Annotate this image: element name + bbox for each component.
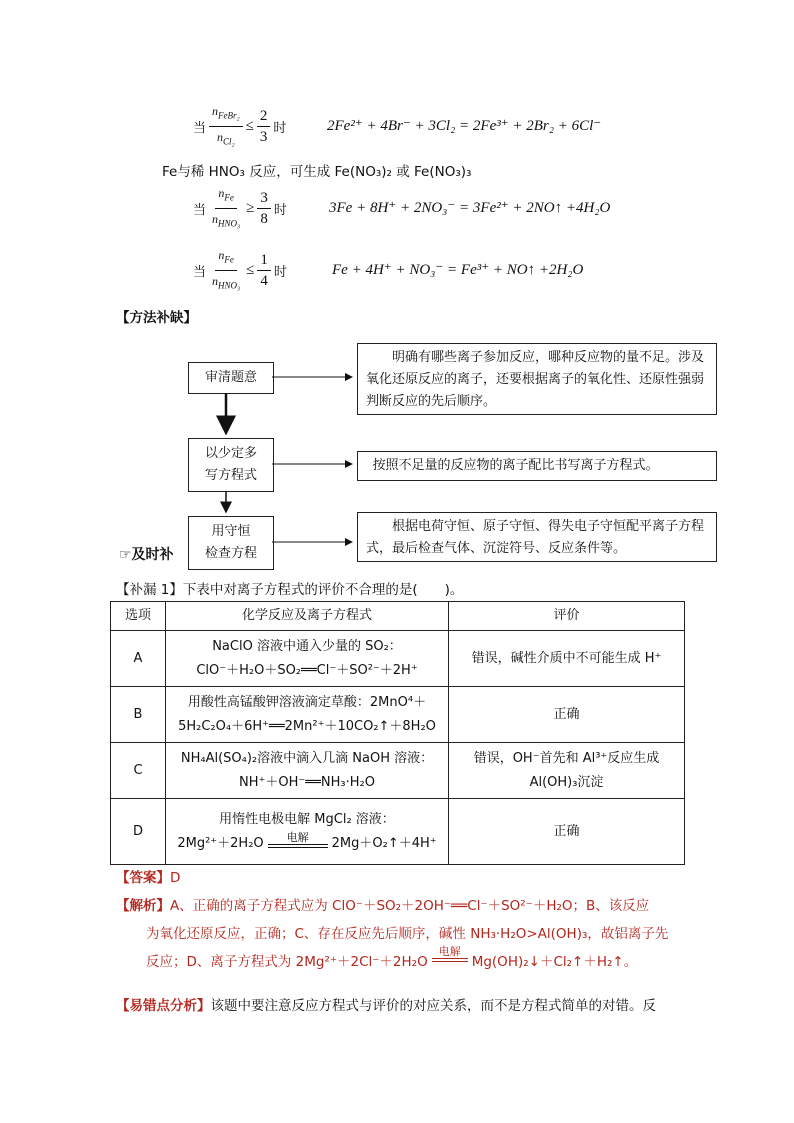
time-suffix: 时 xyxy=(273,120,287,136)
table-row: A NaClO 溶液中通入少量的 SO₂： ClO⁻＋H₂O＋SO₂══Cl⁻＋SO²⁻＋2H⁺ 错误，碱性介质中不可能生成 H⁺ xyxy=(111,631,685,687)
answer-label: 【答案】 xyxy=(116,870,170,886)
answer-value: D xyxy=(170,870,181,886)
error-label: 【易错点分析】 xyxy=(116,998,211,1014)
evaluation-table xyxy=(110,601,685,865)
analysis-label: 【解析】 xyxy=(116,898,170,914)
header-evaluation: 评价 xyxy=(449,602,685,631)
equation-3: Fe + 4H⁺ + NO₃⁻ = Fe³⁺ + NO↑ +2H₂O xyxy=(332,262,584,278)
flow-desc-1: 明确有哪些离子参加反应，哪种反应物的量不足。涉及氧化还原反应的离子，还要根据离子的氧化性、还原性强弱判断反应的先后顺序。 xyxy=(357,343,717,415)
header-equation: 化学反应及离子方程式 xyxy=(166,602,449,631)
flow-step-3: 用守恒 检查方程 xyxy=(188,516,274,570)
inequality-sign: ≤ xyxy=(245,117,254,134)
flow-desc-3: 根据电荷守恒、原子守恒、得失电子守恒配平离子方程式，最后检查气体、沉淀符号、反应条件等。 xyxy=(357,512,717,562)
formula-row-2: 当 $\frac{n_{Fe}}{n_{HNO_3}}$ ≥ $\frac{3}{8}$ 时 xyxy=(193,186,287,230)
ratio-fraction: $\frac{n_{Fe}}{n_{HNO_3}}$ xyxy=(212,248,241,290)
section-peek: ☞及时补 xyxy=(119,547,174,563)
flow-desc-2: 按照不足量的反应物的离子配比书写离子方程式。 xyxy=(357,451,717,481)
question-text: 【补漏 1】下表中对离子方程式的评价不合理的是( )。 xyxy=(116,582,464,598)
equation-1: 2Fe²⁺ + 4Br⁻ + 3Cl₂ = 2Fe³⁺ + 2Br₂ + 6Cl⁻ xyxy=(327,118,602,134)
ratio-value: $\frac{2}{3}$ xyxy=(257,108,271,145)
equation-2: 3Fe + 8H⁺ + 2NO₃⁻ = 3Fe²⁺ + 2NO↑ +4H₂O xyxy=(329,200,611,216)
ratio-fraction: $\frac{n_{Fe}}{n_{HNO_3}}$ xyxy=(212,186,241,228)
analysis-line-1: 【解析】A、正确的离子方程式应为 ClO⁻＋SO₂＋2OH⁻══Cl⁻＋SO²⁻＋H₂O；B、该反应 xyxy=(116,898,650,914)
ratio-fraction: $\frac{n_{FeBr_2}}{n_{Cl_2}}$ xyxy=(209,103,243,149)
formula-row-3: 当 $\frac{n_{Fe}}{n_{HNO_3}}$ ≤ $\frac{1}{4}$ 时 xyxy=(193,248,287,292)
flow-step-2: 以少定多 写方程式 xyxy=(188,438,274,492)
table-row: D 用惰性电极电解 MgCl₂ 溶液： 2Mg²⁺＋2H₂O 电解 2Mg＋O₂↑＋4H⁺ 正确 xyxy=(111,799,685,865)
method-title: 【方法补缺】 xyxy=(116,310,197,326)
answer-line xyxy=(116,866,180,886)
analysis-line-3: 反应；D、离子方程式为 2Mg²⁺＋2Cl⁻＋2H₂O 电解 Mg(OH)₂↓＋Cl₂↑＋H₂↑。 xyxy=(146,945,638,970)
flow-step-1: 审清题意 xyxy=(188,362,274,394)
table-header-row xyxy=(111,602,685,631)
fe-hno3-note: Fe与稀 HNO₃ 反应，可生成 Fe(NO₃)₂ 或 Fe(NO₃)₃ xyxy=(162,164,472,180)
header-option: 选项 xyxy=(111,602,166,631)
when-label: 当 xyxy=(193,120,207,136)
table-row: B 用酸性高锰酸钾溶液滴定草酸：2MnO⁴＋ 5H₂C₂O₄＋6H⁺══2Mn²⁺＋10CO₂↑＋8H₂O 正确 xyxy=(111,687,685,743)
table-row: C NH₄Al(SO₄)₂溶液中滴入几滴 NaOH 溶液： NH⁺＋OH⁻══NH₃·H₂O 错误，OH⁻首先和 Al³⁺反应生成 Al(OH)₃沉淀 xyxy=(111,743,685,799)
analysis-line-2: 为氧化还原反应，正确；C、存在反应先后顺序，碱性 NH₃·H₂O>Al(OH)₃，故铝离子先 xyxy=(146,926,669,942)
error-analysis-line: 【易错点分析】该题中要注意反应方程式与评价的对应关系，而不是方程式简单的对错。反 xyxy=(116,998,656,1014)
